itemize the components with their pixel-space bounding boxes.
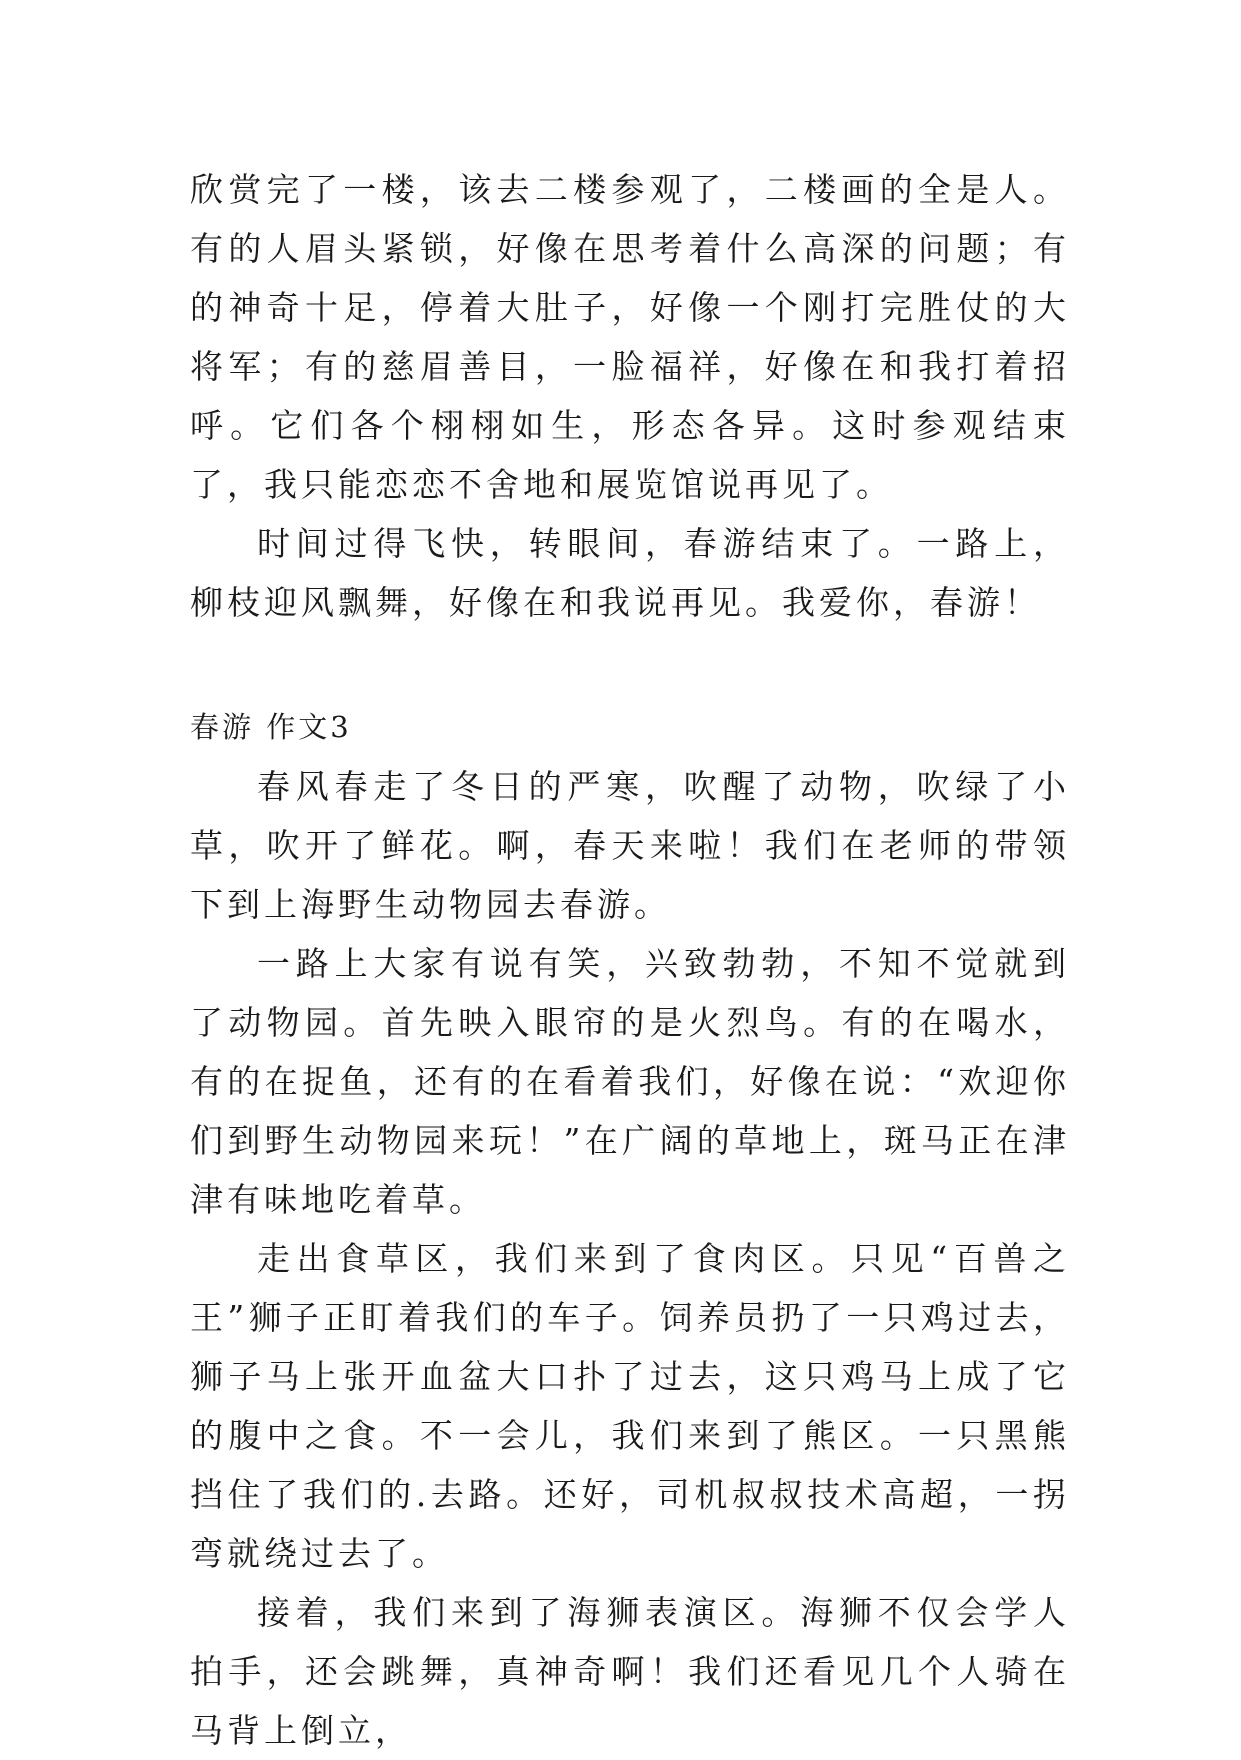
paragraph-flamingos: 一路上大家有说有笑，兴致勃勃，不知不觉就到了动物园。首先映入眼帘的是火烈鸟。有的在喝水，有的在捉鱼，还有的在看着我们，好像在说：“欢迎你们到野生动物园来玩！”在广阔的草地上，斑马正在津津有味地吃着草。 xyxy=(190,944,1070,1219)
paragraph-spring-wind: 春风春走了冬日的严寒，吹醒了动物，吹绿了小草，吹开了鲜花。啊，春天来啦！我们在老师的带领下到上海野生动物园去春游。 xyxy=(190,767,1070,924)
section-title: 春游 作文3 xyxy=(190,710,352,744)
paragraph-trip-end: 时间过得飞快，转眼间，春游结束了。一路上，柳枝迎风飘舞，好像在和我说再见。我爱你，春游！ xyxy=(190,524,1070,622)
document-page xyxy=(190,160,1070,1760)
paragraph-carnivore-area: 走出食草区，我们来到了食肉区。只见“百兽之王”狮子正盯着我们的车子。饲养员扔了一只鸡过去，狮子马上张开血盆大口扑了过去，这只鸡马上成了它的腹中之食。不一会儿，我们来到了熊区。一只黑熊挡住了我们的.去路。还好，司机叔叔技术高超，一拐弯就绕过去了。 xyxy=(190,1239,1070,1573)
paragraph-sea-lion-show: 接着，我们来到了海狮表演区。海狮不仅会学人拍手，还会跳舞，真神奇啊！我们还看见几个人骑在马背上倒立， xyxy=(190,1593,1070,1750)
paragraph-second-floor-visit: 欣赏完了一楼，该去二楼参观了，二楼画的全是人。有的人眉头紧锁，好像在思考着什么高深的问题；有的神奇十足，停着大肚子，好像一个刚打完胜仗的大将军；有的慈眉善目，一脸福祥，好像在和我打着招呼。它们各个栩栩如生，形态各异。这时参观结束了，我只能恋恋不舍地和展览馆说再见了。 xyxy=(190,170,1070,504)
section-spacer xyxy=(190,632,1070,698)
